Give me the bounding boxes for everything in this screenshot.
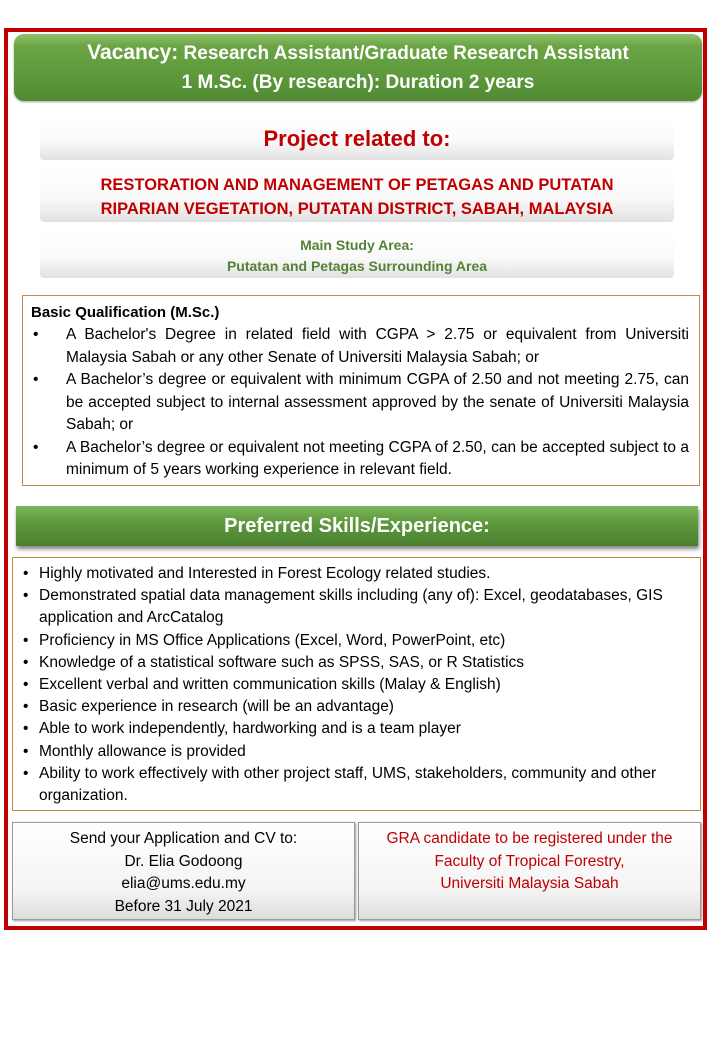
contact-email[interactable]: elia@ums.edu.my — [121, 875, 246, 892]
skill-text: Demonstrated spatial data management skills including (any of): Excel, geodatabases, GIS application and ArcCatalog — [39, 587, 663, 627]
bullet-icon: • — [23, 720, 29, 738]
skill-item — [23, 763, 692, 807]
qualification-text: A Bachelor's Degree in related field with CGPA > 2.75 or equivalent from Universiti Malaysia Sabah or any other Senate of Universiti Malaysia Sabah; or — [66, 326, 689, 366]
bullet-icon: • — [23, 676, 29, 694]
vacancy-subtitle: 1 M.Sc. (By research): Duration 2 years — [181, 72, 535, 93]
project-title-line2: RIPARIAN VEGETATION, PUTATAN DISTRICT, SABAH, MALAYSIA — [100, 200, 614, 218]
skill-item — [23, 741, 692, 763]
qualification-heading: Basic Qualification (M.Sc.) — [31, 304, 220, 321]
skill-item — [23, 652, 692, 674]
registration-note-box — [358, 822, 701, 920]
qualification-item — [31, 437, 689, 482]
note-line1: GRA candidate to be registered under the — [386, 830, 673, 847]
vacancy-title: Research Assistant/Graduate Research Assistant — [183, 43, 629, 64]
bullet-icon: • — [23, 631, 29, 649]
skill-text: Able to work independently, hardworking and is a team player — [39, 720, 461, 738]
contact-deadline: Before 31 July 2021 — [114, 897, 253, 915]
note-line2: Faculty of Tropical Forestry, — [434, 852, 625, 870]
qualification-item — [31, 324, 689, 369]
skills-box — [12, 557, 701, 811]
bullet-icon: • — [33, 438, 39, 456]
project-title — [40, 168, 674, 222]
skill-text: Basic experience in research (will be an advantage) — [39, 698, 394, 716]
contact-intro: Send your Application and CV to: — [69, 830, 298, 847]
project-heading: Project related to: — [40, 118, 674, 160]
skill-item — [23, 718, 692, 740]
study-area-label: Main Study Area: — [300, 237, 414, 253]
vacancy-banner — [14, 34, 702, 101]
contact-box — [12, 822, 355, 920]
skill-text: Highly motivated and Interested in Forest Ecology related studies. — [39, 565, 491, 582]
skill-text: Monthly allowance is provided — [39, 742, 246, 760]
note-line3: Universiti Malaysia Sabah — [440, 875, 619, 892]
qualification-list — [31, 324, 689, 482]
study-area — [40, 232, 674, 278]
skill-item — [23, 563, 692, 585]
qualification-box — [22, 295, 700, 486]
qualification-text: A Bachelor’s degree or equivalent with minimum CGPA of 2.50 and not meeting 2.75, can be accepted subject to internal assessment approved by the senate of Universiti Malaysia Sabah; or — [66, 371, 689, 433]
skill-text: Excellent verbal and written communication skills (Malay & English) — [39, 676, 501, 694]
bullet-icon: • — [23, 742, 29, 760]
skills-heading: Preferred Skills/Experience: — [16, 506, 698, 546]
project-title-line1: RESTORATION AND MANAGEMENT OF PETAGAS AND PUTATAN — [100, 176, 614, 194]
skill-item — [23, 585, 692, 629]
skill-item — [23, 630, 692, 652]
bullet-icon: • — [23, 698, 29, 716]
skill-text: Knowledge of a statistical software such as SPSS, SAS, or R Statistics — [39, 653, 525, 671]
bullet-icon: • — [33, 371, 39, 388]
skill-text: Proficiency in MS Office Applications (Excel, Word, PowerPoint, etc) — [39, 631, 506, 649]
bullet-icon: • — [23, 565, 29, 582]
qualification-text: A Bachelor’s degree or equivalent not meeting CGPA of 2.50, can be accepted subject to a minimum of 5 years working experience in relevant field. — [66, 438, 689, 478]
skill-text: Ability to work effectively with other project staff, UMS, stakeholders, community and other organization. — [39, 764, 657, 805]
study-area-value: Putatan and Petagas Surrounding Area — [226, 258, 488, 274]
bullet-icon: • — [23, 653, 29, 671]
contact-name: Dr. Elia Godoong — [124, 852, 243, 870]
skill-item — [23, 674, 692, 696]
vacancy-label: Vacancy: — [87, 41, 179, 64]
bullet-icon: • — [23, 764, 29, 782]
skills-list — [23, 563, 692, 807]
qualification-item — [31, 369, 689, 437]
bullet-icon: • — [33, 326, 39, 343]
skill-item — [23, 696, 692, 718]
bullet-icon: • — [23, 587, 29, 605]
